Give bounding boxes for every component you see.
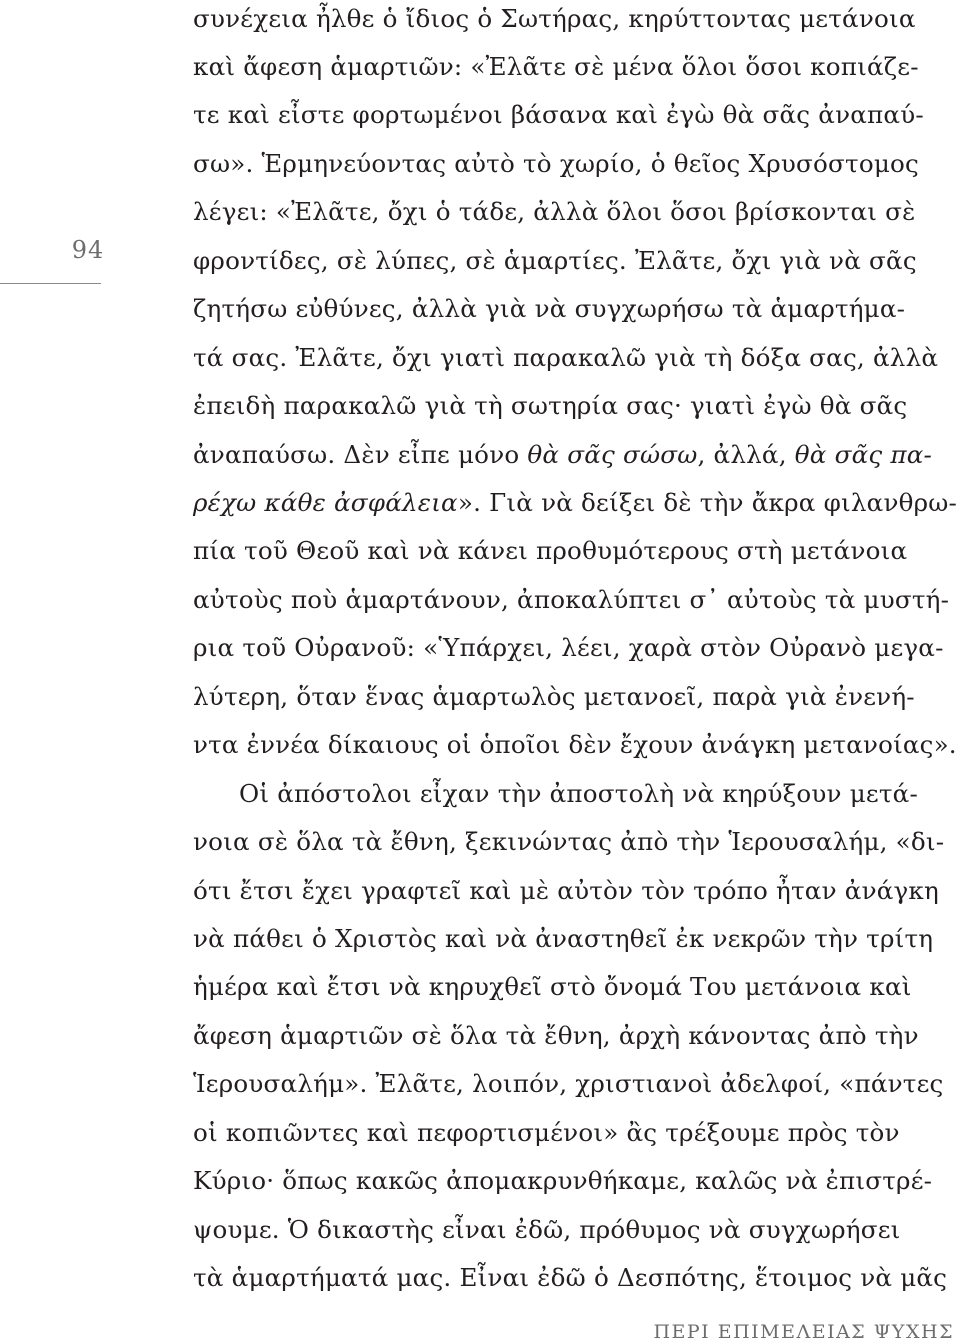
page-number: 94 <box>71 236 105 264</box>
text-line: φροντίδες, σὲ λύπες, σὲ ἁμαρτίες. Ἐλᾶτε, ὄχι γιὰ νὰ σᾶς <box>193 245 917 275</box>
text-line: τά σας. Ἐλᾶτε, ὄχι γιατὶ παρακαλῶ γιὰ τὴ δόξα σας, ἀλλὰ <box>193 342 939 372</box>
page-number-rule <box>0 283 101 284</box>
text-line: ἄφεση ἁμαρτιῶν σὲ ὅλα τὰ ἔθνη, ἀρχὴ κάνοντας ἀπὸ τὴν <box>193 1020 919 1050</box>
text-segment: ». Γιὰ νὰ δείξει δὲ τὴν ἄκρα φιλανθρω- <box>457 488 958 517</box>
text-line: ρια τοῦ Οὐρανοῦ: «Ὑπάρχει, λέει, χαρὰ στὸν Οὐρανὸ μεγα- <box>193 633 944 663</box>
text-line: τε καὶ εἶστε φορτωμένοι βάσανα καὶ ἐγὼ θὰ σᾶς ἀναπαύ- <box>193 100 924 130</box>
text-segment: ἀναπαύσω. Δὲν εἶπε μόνο <box>193 439 528 469</box>
italic-segment: θὰ σᾶς σώσω <box>527 439 698 469</box>
text-line <box>193 488 957 518</box>
text-line: καὶ ἄφεση ἁμαρτιῶν: «Ἐλᾶτε σὲ μένα ὅλοι ὅσοι κοπιάζε- <box>193 52 919 82</box>
text-line: λέγει: «Ἐλᾶτε, ὄχι ὁ τάδε, ἀλλὰ ὅλοι ὅσοι βρίσκονται σὲ <box>193 197 916 227</box>
running-footer: ΠΕΡΙ ΕΠΙΜΕΛΕΙΑΣ ΨΥΧΗΣ <box>653 1321 954 1343</box>
text-line: Κύριο· ὅπως κακῶς ἀπομακρυνθήκαμε, καλῶς νὰ ἐπιστρέ- <box>193 1166 933 1196</box>
italic-segment: ρέχω κάθε ἀσφάλεια <box>193 488 458 517</box>
text-line <box>193 440 932 470</box>
text-line: πία τοῦ Θεοῦ καὶ νὰ κάνει προθυμότερους στὴ μετάνοια <box>193 536 908 566</box>
text-line: συνέχεια ἦλθε ὁ ἴδιος ὁ Σωτήρας, κηρύττοντας μετάνοια <box>193 3 916 33</box>
text-line: ντα ἐννέα δίκαιους οἱ ὁποῖοι δὲν ἔχουν ἀνάγκη μετανοίας». <box>193 730 957 760</box>
text-line: οἱ κοπιῶντες καὶ πεφορτισμένοι» ἂς τρέξουμε πρὸς τὸν <box>193 1117 900 1147</box>
text-line: Οἱ ἀπόστολοι εἶχαν τὴν ἀποστολὴ νὰ κηρύξουν μετά- <box>239 778 918 808</box>
text-line: νοια σὲ ὅλα τὰ ἔθνη, ξεκινώντας ἀπὸ τὴν Ἱερουσαλήμ, «δι- <box>193 827 945 857</box>
text-line: ἡμέρα καὶ ἔτσι νὰ κηρυχθεῖ στὸ ὄνομά Του μετάνοια καὶ <box>193 972 912 1002</box>
text-line: ότι ἔτσι ἔχει γραφτεῖ καὶ μὲ αὐτὸν τὸν τρόπο ἦταν ἀνάγκη <box>193 875 939 905</box>
text-line: ψουμε. Ὁ δικαστὴς εἶναι ἐδῶ, πρόθυμος νὰ συγχωρήσει <box>193 1214 901 1244</box>
text-line: σω». Ἑρμηνεύοντας αὐτὸ τὸ χωρίο, ὁ θεῖος Χρυσόστομος <box>193 148 920 178</box>
italic-segment: θὰ σᾶς πα- <box>794 439 933 469</box>
text-segment: , ἀλλά, <box>697 439 795 469</box>
text-line: τὰ ἁμαρτήματά μας. Εἶναι ἐδῶ ὁ Δεσπότης, ἕτοιμος νὰ μᾶς <box>193 1263 948 1293</box>
text-line: νὰ πάθει ὁ Χριστὸς καὶ νὰ ἀναστηθεῖ ἐκ νεκρῶν τὴν τρίτη <box>193 923 934 953</box>
text-line: λύτερη, ὅταν ἕνας ἁμαρτωλὸς μετανοεῖ, παρὰ γιὰ ἐνενή- <box>193 681 915 711</box>
text-line: αὐτοὺς ποὺ ἁμαρτάνουν, ἀποκαλύπτει σ᾽ αὐτοὺς τὰ μυστή- <box>193 584 950 614</box>
text-line: Ἱερουσαλήμ». Ἐλᾶτε, λοιπόν, χριστιανοὶ ἀδελφοί, «πάντες <box>193 1069 944 1099</box>
text-line: ζητήσω εὐθύνες, ἀλλὰ γιὰ νὰ συγχωρήσω τὰ ἁμαρτήμα- <box>193 294 906 324</box>
text-line: ἐπειδὴ παρακαλῶ γιὰ τὴ σωτηρία σας· γιατὶ ἐγὼ θὰ σᾶς <box>193 391 908 421</box>
